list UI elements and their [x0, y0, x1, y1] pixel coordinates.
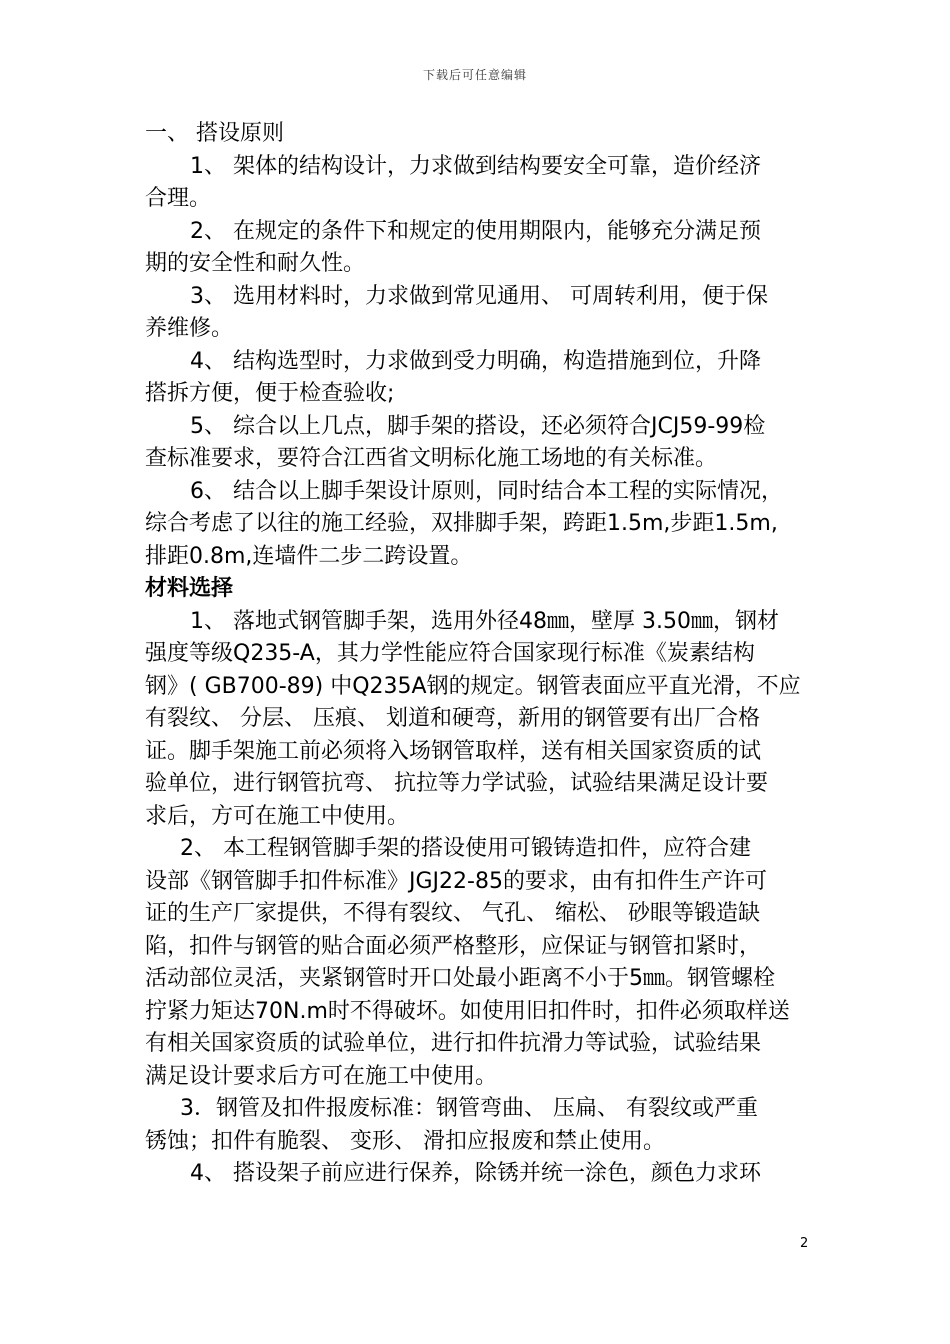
page-header: 下载后可任意编辑 [422, 68, 527, 82]
paragraph-line: 活动部位灵活，夹紧钢管时开口处最小距离不小于5㎜。钢管螺栓 [145, 966, 775, 991]
paragraph-line: 4、 搭设架子前应进行保养，除锈并统一涂色，颜色力求环 [190, 1161, 761, 1186]
paragraph-line: 3．钢管及扣件报废标准：钢管弯曲、 压扁、 有裂纹或严重 [180, 1096, 758, 1121]
paragraph-line: 养维修。 [145, 316, 234, 341]
paragraph-line: 2、 本工程钢管脚手架的搭设使用可锻铸造扣件，应符合建 [180, 836, 751, 861]
paragraph-line: 4、 结构选型时，力求做到受力明确，构造措施到位，升降 [190, 348, 761, 374]
paragraph-line: 拧紧力矩达70N.m时不得破坏。如使用旧扣件时，扣件必须取样送 [145, 998, 790, 1024]
paragraph-line: 综合考虑了以往的施工经验，双排脚手架，跨距1.5m,步距1.5m, [145, 511, 778, 536]
paragraph-line: 求后，方可在施工中使用。 [145, 803, 410, 829]
paragraph-line: 锈蚀；扣件有脆裂、 变形、 滑扣应报废和禁止使用。 [145, 1128, 665, 1154]
section-heading: 材料选择 [145, 576, 234, 601]
paragraph-line: 钢》( GB700-89) 中Q235A钢的规定。钢管表面应平直光滑，不应 [145, 673, 801, 699]
paragraph-line: 有相关国家资质的试验单位，进行扣件抗滑力等试验，试验结果 [145, 1031, 762, 1056]
paragraph-line: 满足设计要求后方可在施工中使用。 [145, 1063, 498, 1089]
paragraph-line: 6、 结合以上脚手架设计原则，同时结合本工程的实际情况， [190, 478, 783, 504]
document-body [145, 118, 807, 1191]
paragraph-line: 查标准要求，要符合江西省文明标化施工场地的有关标准。 [145, 446, 718, 471]
paragraph-line: 1、 落地式钢管脚手架，选用外径48㎜，壁厚 3.50㎜，钢材 [190, 608, 779, 634]
paragraph-line: 合理。 [145, 186, 212, 211]
paragraph-line: 强度等级Q235-A，其力学性能应符合国家现行标准《炭素结构 [145, 641, 755, 666]
paragraph-line: 证。脚手架施工前必须将入场钢管取样，送有相关国家资质的试 [145, 738, 762, 764]
paragraph-line: 陷，扣件与钢管的贴合面必须严格整形，应保证与钢管扣紧时， [145, 933, 762, 959]
paragraph-line: 1、 架体的结构设计，力求做到结构要安全可靠，造价经济 [190, 153, 761, 179]
paragraph-line: 5、 综合以上几点，脚手架的搭设，还必须符合JCJ59-99检 [190, 413, 766, 439]
page-number: 2 [800, 1236, 809, 1251]
section-heading: 一、 搭设原则 [145, 121, 284, 146]
paragraph-line: 搭拆方便，便于检查验收; [145, 381, 395, 406]
paragraph-line: 设部《钢管脚手扣件标准》JGJ22-85的要求，由有扣件生产许可 [145, 868, 767, 894]
paragraph-line: 证的生产厂家提供，不得有裂纹、 气孔、 缩松、 砂眼等锻造缺 [145, 901, 760, 926]
paragraph-line: 排距0.8m,连墙件二步二跨设置。 [145, 543, 473, 569]
paragraph-line: 2、 在规定的条件下和规定的使用期限内，能够充分满足预 [190, 218, 761, 244]
paragraph-line: 期的安全性和耐久性。 [145, 251, 366, 276]
paragraph-line: 有裂纹、 分层、 压痕、 划道和硬弯，新用的钢管要有出厂合格 [145, 706, 760, 731]
paragraph-line: 3、 选用材料时，力求做到常见通用、 可周转利用，便于保 [190, 283, 768, 309]
paragraph-line: 验单位，进行钢管抗弯、 抗拉等力学试验，试验结果满足设计要 [145, 771, 768, 796]
